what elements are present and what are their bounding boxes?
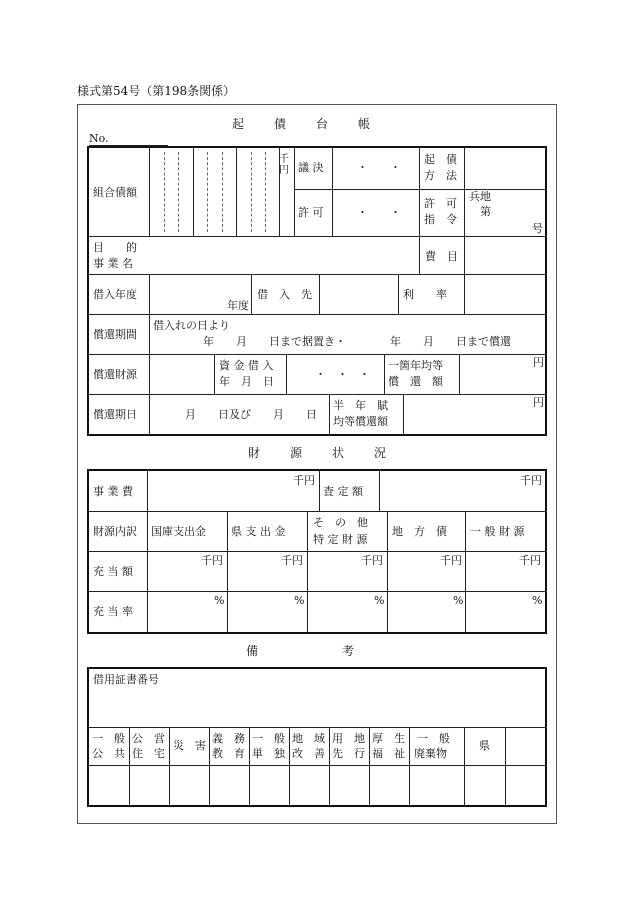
unit-2: 千円 [281,554,303,567]
cat-gimu-kyoiku-2: 教 育 [212,747,245,760]
cat-yochi-senko-1: 用 地 [332,732,365,745]
kumiai-label: 組合債額 [93,186,137,199]
biko-table [87,667,547,807]
hannen-2: 均等償還額 [333,415,388,428]
hyogo-label: 兵地 [469,190,491,203]
mokuteki-2: 事 業 名 [93,257,133,270]
giketsu-date: ・ ・ [357,161,401,174]
satei-unit: 千円 [520,474,542,487]
unit-4: 千円 [440,554,462,567]
cat-ippan-haikibutsu-2: 廃棄物 [414,747,447,760]
header-sonota-1: そ の 他 [313,516,368,529]
dai-label: 第 [480,205,491,218]
kisai-hoho-2: 方 法 [424,169,457,182]
kyoka-shirei-1: 許 可 [424,197,457,210]
himoku-label: 費 目 [425,250,458,263]
cat-koei-jutaku-1: 公 営 [132,732,165,745]
ledger-title: 起 債 台 帳 [232,117,373,131]
yen-unit-2: 円 [533,396,544,409]
kariiresaki-label: 借 入 先 [257,288,312,301]
giketsu-label: 議 決 [298,161,324,174]
hannen-1: 半 年 賦 [333,399,388,412]
kijitsu-text: 月 日及び 月 日 [185,408,317,421]
shokan-kijitsu-label: 償還期日 [93,408,137,421]
number-label: No. [89,132,109,145]
cat-koei-jutaku-2: 住 宅 [132,747,165,760]
cat-kosei-fukushi-1: 厚 生 [372,732,405,745]
shikin-kariire-2: 年 月 日 [219,375,274,388]
ikkanen-1: 一箇年均等 [388,359,443,372]
juto-ritsu-label: 充 当 率 [93,605,133,618]
shikin-kariire-1: 資 金 借 入 [219,359,274,372]
cat-chiiki-kaizen-2: 改 善 [292,747,325,760]
zaigen-table [87,469,547,634]
satei-label: 査 定 額 [323,485,363,498]
pct-4: % [453,594,464,607]
cat-ippan-kokyo-1: 一 般 [92,732,125,745]
biko-title: 備 考 [246,644,355,658]
shokan-kikan-label: 償還期間 [93,328,137,341]
cat-kosei-fukushi-2: 福 祉 [372,747,405,760]
nendo-label: 年度 [227,299,249,312]
uchiwake-label: 財源内訳 [93,525,137,538]
juto-gaku-label: 充 当 額 [93,565,133,578]
cat-gimu-kyoiku-1: 義 務 [212,732,245,745]
header-kokko: 国庫支出金 [151,525,206,538]
kikan-line1: 借入れの日より [153,319,230,332]
kikan-line2: 年 月 日まで据置き・ 年 月 日まで償還 [203,335,511,348]
header-chiho: 地 方 債 [392,525,447,538]
riritsu-label: 利 率 [403,288,447,301]
ikkanen-2: 償 還 額 [388,375,443,388]
kyoka-date: ・ ・ [357,206,401,219]
form-reference: 様式第54号（第198条関係） [77,84,236,98]
cat-chiiki-kaizen-1: 地 域 [292,732,325,745]
cat-ippan-haikibutsu-1: 一 般 [417,732,450,745]
header-ippan: 一 般 財 源 [470,525,525,538]
sen-yen-unit: 千円 [279,154,289,176]
jigyohi-unit: 千円 [293,474,315,487]
kisai-hoho-1: 起 債 [424,153,457,166]
yen-unit: 円 [533,356,544,369]
cat-ippan-kokyo-2: 公 共 [92,747,125,760]
cat-ippan-tandoku-1: 一 般 [252,732,285,745]
shosho-label: 借用証書番号 [93,673,159,686]
pct-1: % [214,594,225,607]
unit-5: 千円 [519,554,541,567]
go-label: 号 [532,222,543,235]
kyoka-label: 許 可 [298,206,324,219]
ledger-table [87,146,547,436]
cat-ippan-tandoku-2: 単 独 [252,747,285,760]
unit-3: 千円 [361,554,383,567]
header-ken: 県 支 出 金 [231,525,286,538]
jigyohi-label: 事 業 費 [93,485,133,498]
shikin-date: ・ ・ ・ [315,368,370,381]
pct-3: % [374,594,385,607]
kariire-nendo-label: 借入年度 [93,288,137,301]
mokuteki-1: 目 的 [93,241,137,254]
zaigen-title: 財 源 状 況 [248,446,389,460]
kyoka-shirei-2: 指 令 [424,213,457,226]
cat-saigai: 災 害 [173,739,206,752]
pct-5: % [532,594,543,607]
shokan-zaigen-label: 償還財源 [93,368,137,381]
cat-ken: 県 [479,739,490,752]
pct-2: % [294,594,305,607]
unit-1: 千円 [201,554,223,567]
cat-yochi-senko-2: 先 行 [332,747,365,760]
header-sonota-2: 特 定 財 源 [313,533,368,546]
